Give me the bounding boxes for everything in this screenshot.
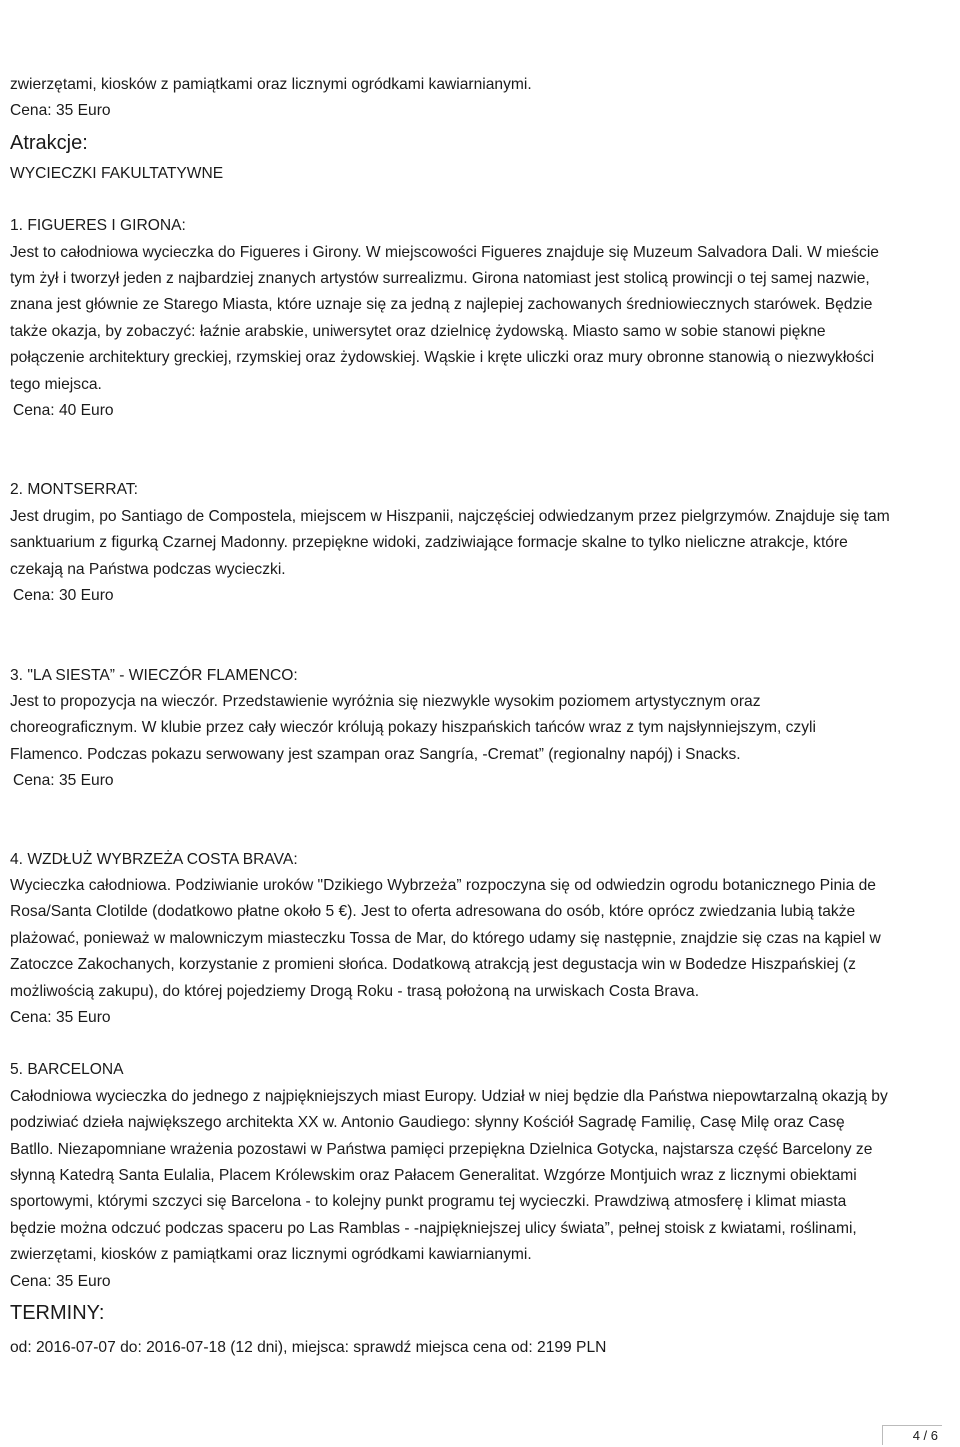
trip-price: Cena: 35 Euro	[10, 1272, 111, 1290]
trip-description-line: Batllo. Niezapomniane wrażenia pozostawi w Państwa pamięci przepiękna Dzielnica Gotycka, najstarsza część Barcelony ze	[10, 1140, 873, 1158]
trip-price: Cena: 35 Euro	[13, 772, 114, 790]
trip-description-line: zwierzętami, kiosków z pamiątkami oraz licznymi ogródkami kawiarnianymi.	[10, 1246, 532, 1264]
trip-description-line: podziwiać dzieła największego architekta XX w. Antonio Gaudiego: słynny Kościół Sagradę Familię, Casę Milę oraz Casę	[10, 1114, 845, 1132]
trip-section-montserrat	[10, 477, 958, 609]
spacer	[10, 795, 958, 821]
trip-section-flamenco	[10, 663, 958, 795]
spacer	[10, 424, 958, 450]
terms-line: od: 2016-07-07 do: 2016-07-18 (12 dni), miejsca: sprawdź miejsca cena od: 2199 PLN	[10, 1339, 607, 1357]
trip-description-line: będzie można odczuć podczas spaceru po Las Ramblas - -najpiękniejszej ulicy świata”, pełnej stoisk z kwiatami, roślinami,	[10, 1219, 857, 1237]
trip-title: 5. BARCELONA	[10, 1061, 124, 1079]
intro-continued-text: zwierzętami, kiosków z pamiątkami oraz licznymi ogródkami kawiarnianymi.	[10, 76, 532, 93]
trip-description-line: słynną Katedrą Santa Eulalia, Placem Królewskim oraz Pałacem Generalitat. Wzgórze Montjuich wraz z licznymi obiektami	[10, 1167, 857, 1184]
trip-description-line: znana jest głównie ze Starego Miasta, które uznaje się za jedną z najlepiej zachowanych średniowiecznych starówek. Będzie	[10, 296, 873, 314]
trip-description-line: Jest to całodniowa wycieczka do Figueres i Girony. W miejscowości Figueres znajduje się Muzeum Salvadora Dali. W mieście	[10, 243, 879, 261]
optional-trips-subheading: WYCIECZKI FAKULTATYWNE	[10, 164, 224, 182]
trip-price: Cena: 30 Euro	[13, 587, 114, 605]
spacer	[10, 450, 958, 477]
trip-title: 1. FIGUERES I GIRONA:	[10, 217, 186, 235]
trip-description-line: Wycieczka całodniowa. Podziwianie uroków "Dzikiego Wybrzeża” rozpoczyna się od odwiedzin ogrodu botanicznego Pinia de	[10, 876, 876, 894]
spacer	[10, 1031, 958, 1057]
trip-section-barcelona	[10, 1057, 958, 1295]
spacer	[10, 821, 958, 847]
intro-price: Cena: 35 Euro	[10, 102, 111, 120]
trip-description-line: sportowymi, którymi szczyci się Barcelona - to kolejny punkt programu tej wycieczki. Prawdziwą atmosferę i klimat miasta	[10, 1193, 847, 1211]
trip-description-line: Całodniowa wycieczka do jednego z najpiękniejszych miast Europy. Udział w niej będzie dla Państwa niepowtarzalną okazją by	[10, 1087, 888, 1105]
trip-description-line: Flamenco. Podczas pokazu serwowany jest szampan oraz Sangría, -Cremat” (regionalny napój) i Snacks.	[10, 745, 741, 763]
spacer	[10, 187, 958, 213]
trip-title: 3. "LA SIESTA” - WIECZÓR FLAMENCO:	[10, 666, 298, 684]
trip-description-line: czekają na Państwa podczas wycieczki.	[10, 560, 286, 578]
trip-price: Cena: 35 Euro	[10, 1008, 111, 1026]
page-number: 4 / 6	[882, 1425, 942, 1445]
trip-description-line: także okazja, by zobaczyć: łaźnie arabskie, uniwersytet oraz dzielnicę żydowską. Miasto samo w sobie stanowi piękne	[10, 322, 826, 340]
trip-description-line: Jest to propozycja na wieczór. Przedstawienie wyróżnia się niezwykle wysokim poziomem artystycznym oraz	[10, 692, 761, 710]
trip-title: 2. MONTSERRAT:	[10, 481, 138, 499]
trip-description-line: tego miejsca.	[10, 375, 102, 393]
trip-description-line: plażować, ponieważ w malowniczym miasteczku Tossa de Mar, do którego udamy się następnie, znajdzie się czas na kąpiel w	[10, 929, 881, 947]
terms-heading: TERMINY:	[10, 1302, 105, 1325]
spacer	[10, 610, 958, 636]
trip-description-line: choreograficznym. W klubie przez cały wieczór królują pokazy hiszpańskich tańców wraz z tym najsłynniejszym, czyli	[10, 719, 816, 737]
attractions-heading: Atrakcje:	[10, 131, 88, 154]
trip-description-line: połączenie architektury greckiej, rzymskiej oraz żydowskiej. Wąskie i kręte uliczki oraz mury obronne stanowią o niezwykłości	[10, 349, 875, 367]
trip-description-line: sanktuarium z figurką Czarnej Madonny. przepiękne widoki, zadziwiające formacje skalne to tylko nieliczne atrakcje, które	[10, 534, 848, 552]
trip-description-line: Zatoczce Zakochanych, korzystanie z promieni słońca. Dodatkową atrakcją jest degustacja win w Bodedze Hiszpańskiej (z	[10, 956, 856, 974]
trip-section-figueres-girona	[10, 213, 958, 424]
trip-description-line: możliwością zakupu), do której pojedziemy Drogą Roku - trasą położoną na urwiskach Costa Brava.	[10, 982, 700, 1000]
trip-description-line: tym żył i tworzył jeden z najbardziej znanych artystów surrealizmu. Girona natomiast jest stolicą prowincji o tej samej nazwie,	[10, 270, 870, 288]
trip-description-line: Jest drugim, po Santiago de Compostela, miejscem w Hiszpanii, najczęściej odwiedzanym przez pielgrzymów. Znajduje się tam	[10, 507, 890, 525]
document-body	[10, 72, 958, 1361]
trip-description-line: Rosa/Santa Clotilde (dodatkowo płatne około 5 €). Jest to oferta adresowana do osób, które oprócz zwiedzania lubią także	[10, 903, 856, 921]
trip-price: Cena: 40 Euro	[13, 402, 114, 420]
trip-section-costa-brava	[10, 847, 958, 1032]
trip-title: 4. WZDŁUŻ WYBRZEŻA COSTA BRAVA:	[10, 850, 298, 868]
spacer	[10, 636, 958, 663]
